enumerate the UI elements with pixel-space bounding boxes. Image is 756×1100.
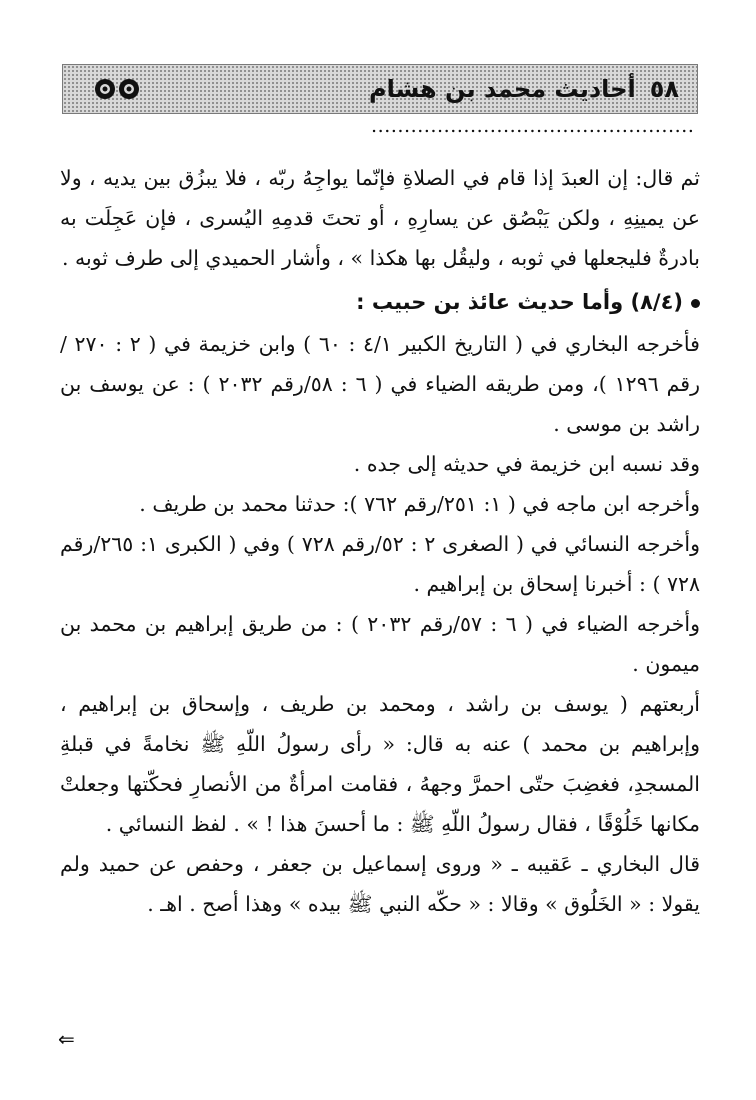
body-paragraph: وأخرجه ابن ماجه في ( ١: ٢٥١/رقم ٧٦٢ ): حدثنا محمد بن طريف . [139, 492, 700, 516]
intro-paragraph: ثم قال: إن العبدَ إذا قام في الصلاةِ فإنّما يواجِهُ ربّه ، فلا يبزُق بين يديه ، ولا عن يمينِهِ ، ولكن يَبْصُق عن يسارِهِ ، أو تحتَ قدمِهِ اليُسرى ، فإن عَجِلَت به بادرةٌ فليجعلها في ثوبه ، وليقُل بها هكذا » ، وأشار الحميدي إلى طرف ثوبه . [60, 166, 700, 270]
body-paragraph: وأخرجه النسائي في ( الصغرى ٢ : ٥٢/رقم ٧٢٨ ) وفي ( الكبرى ١: ٢٦٥/رقم ٧٢٨ ) : أخبرنا إسحاق بن إبراهيم . [60, 532, 700, 596]
continue-arrow-icon: ⇐ [58, 1027, 75, 1051]
section-heading-text: (٨/٤) وأما حديث عائذ بن حبيب : [356, 290, 683, 314]
body-paragraph: وأخرجه الضياء في ( ٦ : ٥٧/رقم ٢٠٣٢ ) : من طريق إبراهيم بن محمد بن ميمون . [60, 612, 700, 676]
section-heading [60, 282, 700, 322]
page-number: ٥٨ [649, 75, 679, 103]
dotted-separator [372, 126, 698, 136]
running-title: أحاديث محمد بن هشام [368, 75, 636, 103]
body-paragraph: قال البخاري ـ عَقيبه ـ « وروى إسماعيل بن جعفر ، وحفص عن حميد ولم يقولا : « الخَلُوق » وقالا : « حكّه النبي ﷺ بيده » وهذا أصح . اهـ . [60, 852, 700, 916]
bullet-icon [691, 299, 700, 308]
double-circle-ornament-icon [91, 77, 143, 101]
body-paragraph: أربعتهم ( يوسف بن راشد ، ومحمد بن طريف ، وإسحاق بن إبراهيم ، وإبراهيم بن محمد ) عنه به قال: « رأى رسولُ اللّهِ ﷺ نخامةً في قبلةِ المسجدِ، فغضِبَ حتّى احمرَّ وجههُ ، فقامت امرأةٌ من الأنصارِ فحكّتها وجعلتْ مكانها خَلُوْقًا ، فقال رسولُ اللّهِ ﷺ : ما أحسنَ هذا ! » . لفظ النسائي . [60, 692, 700, 836]
header-title [369, 72, 679, 106]
running-header [62, 64, 698, 114]
page-body [60, 158, 700, 924]
body-paragraph: فأخرجه البخاري في ( التاريخ الكبير ٤/١ : ٦٠ ) وابن خزيمة في ( ٢ : ٢٧٠ / رقم ١٢٩٦ )، ومن طريقه الضياء في ( ٦ : ٥٨/رقم ٢٠٣٢ ) : عن يوسف بن راشد بن موسى . [60, 332, 701, 436]
body-paragraph: وقد نسبه ابن خزيمة في حديثه إلى جده . [353, 452, 700, 476]
